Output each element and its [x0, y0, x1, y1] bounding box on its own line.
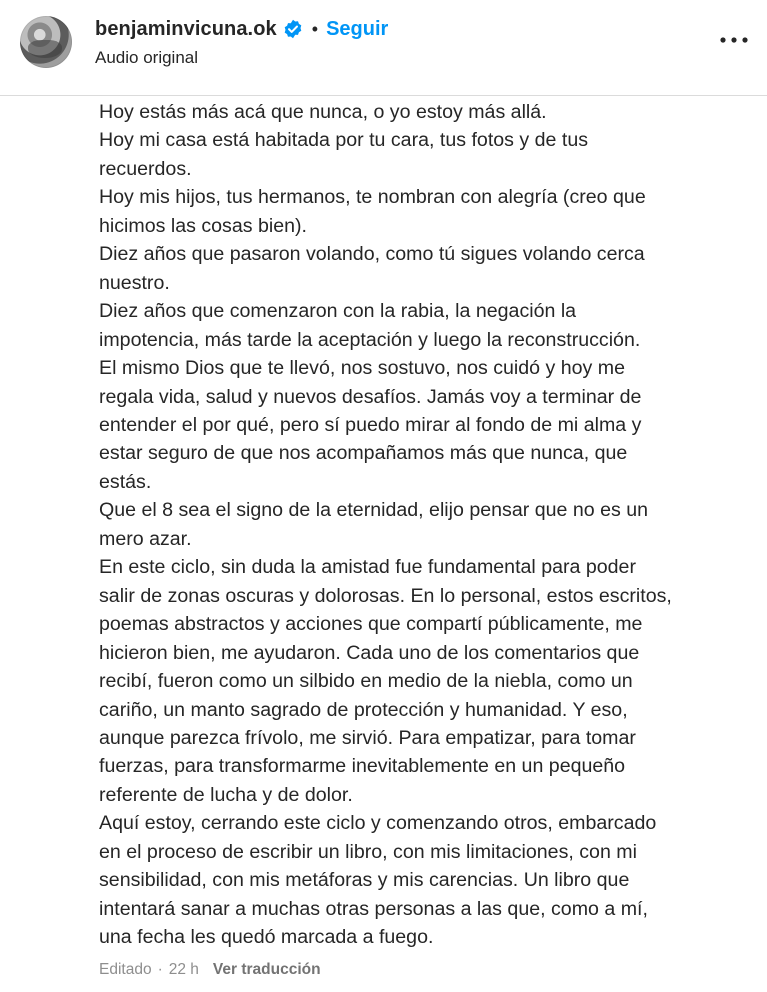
- more-options-button[interactable]: [716, 28, 752, 52]
- avatar[interactable]: [20, 16, 72, 68]
- caption-line: Diez años que comenzaron con la rabia, la negación la: [99, 300, 577, 323]
- caption-line: El mismo Dios que te llevó, nos sostuvo, nos cuidó y hoy me: [99, 357, 626, 380]
- follow-button[interactable]: Seguir: [326, 17, 389, 40]
- caption-line: Hoy estás más acá que nunca, o yo estoy más allá.: [99, 101, 547, 123]
- caption-line: recibí, fueron como un silbido en medio de la niebla, como un: [99, 670, 633, 693]
- post-footer: [99, 958, 321, 982]
- verified-badge-icon: [283, 19, 303, 39]
- user-row: [95, 14, 388, 44]
- caption-line: Hoy mi casa está habitada por tu cara, tus fotos y de tus: [99, 129, 589, 152]
- caption-line: nuestro.: [99, 271, 170, 294]
- footer-separator: ·: [157, 961, 163, 978]
- caption-line: poemas abstractos y acciones que compartí públicamente, me: [99, 613, 643, 636]
- username-link[interactable]: benjaminvicuna.ok: [95, 17, 277, 40]
- caption-line: en el proceso de escribir un libro, con mis limitaciones, con mi: [99, 840, 637, 863]
- caption-line: estar seguro de que nos acompañamos más que nunca, que: [99, 442, 628, 465]
- caption-line: fuerzas, para transformarme inevitablemente en un pequeño: [99, 755, 626, 778]
- caption-line: Hoy mis hijos, tus hermanos, te nombran con alegría (creo que: [99, 186, 646, 209]
- caption-line: estás.: [99, 470, 152, 493]
- caption-line: En este ciclo, sin duda la amistad fue fundamental para poder: [99, 556, 636, 579]
- caption-line: una fecha les quedó marcada a fuego.: [99, 926, 434, 949]
- caption-line: mero azar.: [99, 527, 192, 550]
- more-options-icon: [716, 28, 752, 52]
- caption-line: cariño, un manto sagrado de protección y humanidad. Y eso,: [99, 698, 628, 721]
- caption-line: hicieron bien, me ayudaron. Cada uno de los comentarios que: [99, 641, 640, 664]
- caption-line: sensibilidad, con mis metáforas y mis carencias. Un libro que: [99, 869, 630, 892]
- post-caption: [99, 98, 739, 952]
- caption-line: Aquí estoy, cerrando este ciclo y comenzando otros, embarcado: [99, 812, 657, 835]
- caption-line: regala vida, salud y nuevos desafíos. Jamás voy a terminar de: [99, 385, 642, 408]
- post-header: [0, 0, 767, 96]
- caption-line: entender el por qué, pero sí puedo mirar al fondo de mi alma y: [99, 413, 642, 436]
- separator-dot: •: [311, 19, 319, 39]
- caption-line: Diez años que pasaron volando, como tú sigues volando cerca: [99, 243, 645, 266]
- see-translation-button[interactable]: Ver traducción: [212, 961, 321, 978]
- caption-line: impotencia, más tarde la aceptación y luego la reconstrucción.: [99, 328, 641, 351]
- caption-line: referente de lucha y de dolor.: [99, 783, 353, 806]
- edited-label: Editado: [99, 961, 152, 978]
- caption-line: hicimos las cosas bien).: [99, 214, 307, 237]
- caption-line: recuerdos.: [99, 157, 192, 180]
- caption-line: salir de zonas oscuras y dolorosas. En lo personal, estos escritos,: [99, 584, 672, 607]
- post-timestamp[interactable]: 22 h: [168, 961, 199, 978]
- caption-line: aunque parezca frívolo, me sirvió. Para empatizar, para tomar: [99, 726, 636, 749]
- audio-original-link[interactable]: Audio original: [95, 48, 199, 67]
- caption-line: intentará sanar a muchas otras personas a las que, como a mí,: [99, 897, 648, 920]
- caption-line: Que el 8 sea el signo de la eternidad, elijo pensar que no es un: [99, 499, 649, 522]
